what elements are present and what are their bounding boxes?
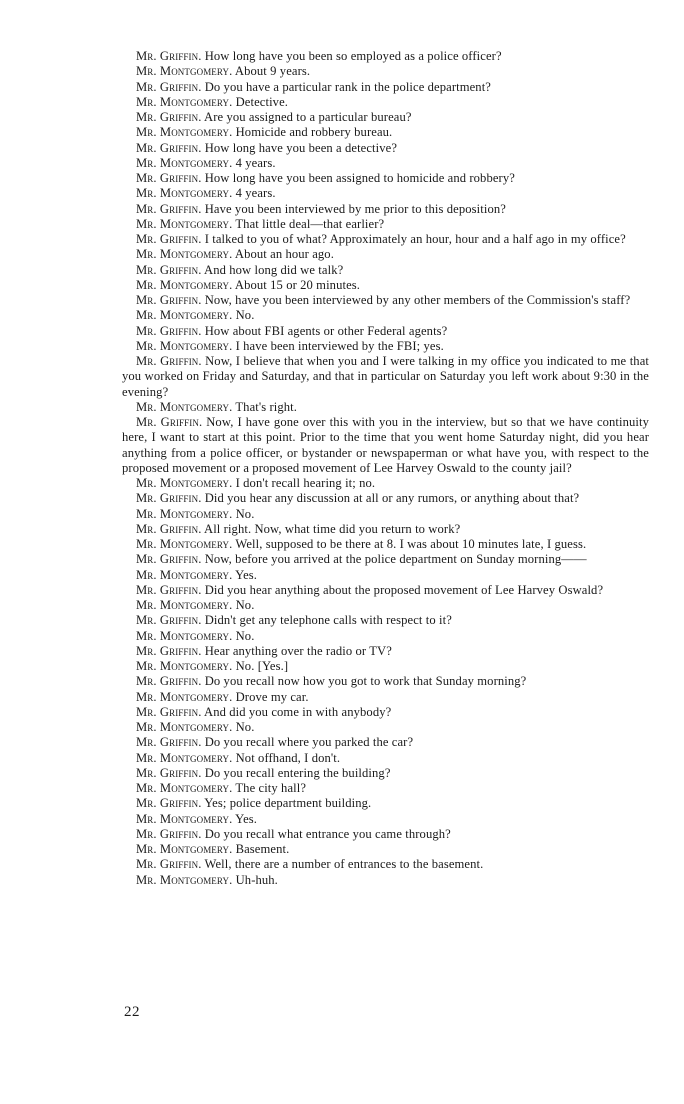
- testimony-paragraph: [122, 857, 649, 872]
- speaker-name: Mr. Griffin.: [136, 171, 202, 185]
- speech-text: Do you recall entering the building?: [204, 765, 391, 780]
- speaker-name: Mr. Montgomery.: [136, 842, 233, 856]
- speaker-name: Mr. Griffin.: [136, 415, 203, 429]
- testimony-paragraph: [122, 751, 649, 766]
- speech-text: How long have you been a detective?: [204, 140, 398, 155]
- testimony-paragraph: [122, 568, 649, 583]
- speaker-name: Mr. Montgomery.: [136, 247, 233, 262]
- speech-text: Didn't get any telephone calls with respect to it?: [204, 613, 452, 628]
- testimony-paragraph: [122, 171, 649, 186]
- testimony-paragraph: [122, 278, 649, 293]
- speaker-name: Mr. Griffin.: [136, 201, 202, 216]
- speaker-name: Mr. Montgomery.: [136, 308, 233, 323]
- speaker-name: Mr. Montgomery.: [136, 659, 233, 673]
- speech-text: And how long did we talk?: [204, 262, 344, 277]
- testimony-paragraph: [122, 735, 649, 750]
- testimony-paragraph: [122, 766, 649, 781]
- speaker-name: Mr. Griffin.: [136, 704, 202, 719]
- testimony-paragraph: [122, 141, 649, 156]
- speaker-name: Mr. Griffin.: [136, 140, 202, 155]
- speech-text: No.: [235, 628, 255, 643]
- testimony-paragraph: [122, 644, 649, 659]
- speech-text: No.: [235, 308, 255, 323]
- speech-text: No.: [235, 720, 255, 734]
- testimony-paragraph: [122, 476, 649, 491]
- speech-text: Do you recall what entrance you came through?: [204, 826, 451, 841]
- speaker-name: Mr. Griffin.: [136, 354, 202, 368]
- speaker-name: Mr. Montgomery.: [136, 537, 233, 551]
- testimony-paragraph: [122, 522, 649, 537]
- speech-text: Now, I believe that when you and I were talking in my office you indicated to me that you worked on Friday and Saturday, and that in particular on Saturday you left work about 9:30 in the evening?: [122, 354, 649, 399]
- page-number: 22: [124, 1004, 140, 1020]
- testimony-paragraph: [122, 598, 649, 613]
- testimony-paragraph: [122, 507, 649, 522]
- testimony-paragraph: [122, 415, 649, 476]
- speaker-name: Mr. Montgomery.: [136, 506, 233, 521]
- speaker-name: Mr. Griffin.: [136, 521, 202, 536]
- speech-text: Basement.: [235, 842, 290, 856]
- speaker-name: Mr. Montgomery.: [136, 811, 233, 826]
- speaker-name: Mr. Montgomery.: [136, 277, 233, 292]
- speaker-name: Mr. Montgomery.: [136, 94, 233, 109]
- testimony-paragraph: [122, 720, 649, 735]
- speaker-name: Mr. Montgomery.: [136, 338, 233, 353]
- testimony-paragraph: [122, 781, 649, 796]
- speech-text: Yes.: [235, 567, 258, 582]
- speech-text: Do you recall now how you got to work that Sunday morning?: [204, 674, 527, 689]
- speaker-name: Mr. Griffin.: [136, 262, 202, 277]
- speech-text: Have you been interviewed by me prior to this deposition?: [204, 201, 506, 216]
- speaker-name: Mr. Montgomery.: [136, 399, 233, 414]
- speaker-name: Mr. Griffin.: [136, 857, 202, 872]
- testimony-paragraph: [122, 202, 649, 217]
- testimony-paragraph: [122, 156, 649, 171]
- speech-text: All right. Now, what time did you return to work?: [204, 521, 461, 536]
- testimony-paragraph: [122, 705, 649, 720]
- speech-text: Are you assigned to a particular bureau?: [204, 110, 412, 124]
- speech-text: Hear anything over the radio or TV?: [204, 643, 392, 658]
- testimony-paragraph: [122, 125, 649, 140]
- testimony-paragraph: [122, 583, 649, 598]
- speaker-name: Mr. Montgomery.: [136, 689, 233, 704]
- testimony-paragraph: [122, 49, 649, 64]
- speaker-name: Mr. Griffin.: [136, 491, 202, 506]
- testimony-paragraph: [122, 491, 649, 506]
- testimony-paragraph: [122, 827, 649, 842]
- speaker-name: Mr. Griffin.: [136, 323, 202, 338]
- testimony-paragraph: [122, 308, 649, 323]
- speech-text: I talked to you of what? Approximately an hour, hour and a half ago in my office?: [204, 232, 626, 246]
- speech-text: 4 years.: [235, 186, 276, 201]
- speech-text: Homicide and robbery bureau.: [235, 125, 393, 140]
- speech-text: And did you come in with anybody?: [204, 704, 392, 719]
- speech-text: Yes; police department building.: [204, 796, 372, 811]
- speech-text: Uh-huh.: [235, 872, 278, 887]
- testimony-paragraph: [122, 552, 649, 567]
- speaker-name: Mr. Montgomery.: [136, 720, 233, 734]
- speech-text: No.: [235, 598, 255, 612]
- speech-text: How about FBI agents or other Federal agents?: [204, 323, 448, 338]
- speech-text: Now, before you arrived at the police department on Sunday morning——: [204, 552, 587, 567]
- speech-text: I don't recall hearing it; no.: [235, 476, 376, 490]
- testimony-paragraph: [122, 690, 649, 705]
- speech-text: That little deal—that earlier?: [235, 216, 385, 231]
- speech-text: Did you hear anything about the proposed movement of Lee Harvey Oswald?: [204, 582, 604, 597]
- testimony-paragraph: [122, 674, 649, 689]
- testimony-paragraph: [122, 842, 649, 857]
- speech-text: No.: [235, 506, 255, 521]
- testimony-paragraph: [122, 613, 649, 628]
- speaker-name: Mr. Montgomery.: [136, 125, 233, 140]
- speaker-name: Mr. Montgomery.: [136, 872, 233, 887]
- speech-text: How long have you been so employed as a police officer?: [204, 49, 502, 63]
- speaker-name: Mr. Griffin.: [136, 613, 202, 628]
- speech-text: Now, have you been interviewed by any other members of the Commission's staff?: [204, 293, 631, 307]
- speaker-name: Mr. Griffin.: [136, 293, 202, 307]
- testimony-paragraph: [122, 324, 649, 339]
- speaker-name: Mr. Montgomery.: [136, 628, 233, 643]
- speech-text: How long have you been assigned to homicide and robbery?: [204, 171, 515, 185]
- speaker-name: Mr. Montgomery.: [136, 781, 233, 795]
- testimony-paragraph: [122, 339, 649, 354]
- speech-text: No. [Yes.]: [235, 659, 289, 673]
- testimony-paragraph: [122, 812, 649, 827]
- testimony-paragraph: [122, 400, 649, 415]
- speaker-name: Mr. Griffin.: [136, 765, 202, 780]
- testimony-paragraph: [122, 659, 649, 674]
- testimony-paragraph: [122, 873, 649, 888]
- speaker-name: Mr. Griffin.: [136, 110, 202, 124]
- speech-text: Did you hear any discussion at all or any rumors, or anything about that?: [204, 491, 580, 506]
- testimony-paragraph: [122, 110, 649, 125]
- speaker-name: Mr. Griffin.: [136, 49, 202, 63]
- speech-text: Not offhand, I don't.: [235, 750, 341, 765]
- speaker-name: Mr. Montgomery.: [136, 476, 233, 490]
- speaker-name: Mr. Montgomery.: [136, 216, 233, 231]
- testimony-paragraph: [122, 247, 649, 262]
- speaker-name: Mr. Griffin.: [136, 552, 202, 567]
- testimony-transcript: [122, 49, 649, 888]
- speech-text: About 15 or 20 minutes.: [234, 277, 361, 292]
- speech-text: The city hall?: [235, 781, 307, 795]
- testimony-paragraph: [122, 293, 649, 308]
- speech-text: Well, there are a number of entrances to the basement.: [204, 857, 484, 872]
- speaker-name: Mr. Montgomery.: [136, 598, 233, 612]
- speaker-name: Mr. Montgomery.: [136, 186, 233, 201]
- speech-text: I have been interviewed by the FBI; yes.: [235, 338, 444, 353]
- speaker-name: Mr. Griffin.: [136, 582, 202, 597]
- speaker-name: Mr. Griffin.: [136, 796, 202, 811]
- speaker-name: Mr. Griffin.: [136, 79, 202, 94]
- speech-text: 4 years.: [235, 155, 276, 170]
- speaker-name: Mr. Montgomery.: [136, 750, 233, 765]
- testimony-paragraph: [122, 64, 649, 79]
- speaker-name: Mr. Montgomery.: [136, 155, 233, 170]
- speech-text: Now, I have gone over this with you in the interview, but so that we have continuity here, I want to start at this point. Prior to the time that you went home Saturday night, did you hear anything from a police officer, or bystander or newspaperman or what have you, with respect to the proposed movement or a proposed movement of Lee Harvey Oswald to the county jail?: [122, 415, 650, 475]
- testimony-paragraph: [122, 232, 649, 247]
- testimony-paragraph: [122, 354, 649, 400]
- speech-text: Drove my car.: [235, 689, 309, 704]
- speech-text: That's right.: [235, 399, 298, 414]
- speaker-name: Mr. Griffin.: [136, 826, 202, 841]
- speech-text: Do you have a particular rank in the police department?: [204, 79, 491, 94]
- testimony-paragraph: [122, 629, 649, 644]
- speaker-name: Mr. Griffin.: [136, 643, 202, 658]
- speech-text: Do you recall where you parked the car?: [204, 735, 414, 750]
- speech-text: About 9 years.: [234, 64, 311, 79]
- testimony-paragraph: [122, 796, 649, 811]
- speech-text: Well, supposed to be there at 8. I was about 10 minutes late, I guess.: [235, 537, 587, 551]
- speaker-name: Mr. Montgomery.: [136, 567, 233, 582]
- testimony-paragraph: [122, 217, 649, 232]
- testimony-paragraph: [122, 186, 649, 201]
- speech-text: Yes.: [235, 811, 258, 826]
- testimony-paragraph: [122, 537, 649, 552]
- speaker-name: Mr. Griffin.: [136, 232, 202, 246]
- testimony-paragraph: [122, 95, 649, 110]
- speech-text: Detective.: [235, 94, 289, 109]
- testimony-paragraph: [122, 80, 649, 95]
- speaker-name: Mr. Griffin.: [136, 674, 202, 689]
- speaker-name: Mr. Montgomery.: [136, 64, 233, 79]
- speaker-name: Mr. Griffin.: [136, 735, 202, 750]
- testimony-paragraph: [122, 263, 649, 278]
- speech-text: About an hour ago.: [234, 247, 334, 262]
